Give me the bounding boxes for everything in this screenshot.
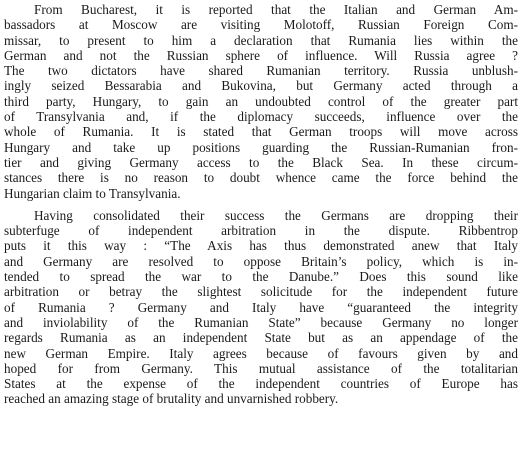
text-line: subterfuge of independent arbitration in the dispute. Ribbentrop (4, 223, 518, 239)
text-line: and inviolability of the Rumanian State” because Germany no longer (4, 314, 518, 330)
paragraph-2 (4, 208, 518, 407)
text-line: Hungary and take up positions guarding the Russian-Rumanian fron- (4, 139, 518, 155)
text-line: Having consolidated their success the Germans are dropping their (34, 207, 518, 223)
text-line: regards Rumania as an independent State but as an appendage of the (4, 330, 518, 346)
text-line: tier and giving Germany access to the Black Sea. In these circum- (4, 154, 518, 170)
text-line: hoped for from Germany. This mutual assistance of the totalitarian (4, 360, 518, 376)
text-line: Hungarian claim to Transylvania. (4, 185, 181, 201)
text-line: From Bucharest, it is reported that the Italian and German Am- (34, 2, 518, 17)
text-line: third party, Hungary, to gain an undoubted control of the greater part (4, 93, 518, 109)
text-line: new German Empire. Italy agrees because of favours given by and (4, 345, 518, 361)
text-line: stances there is no reason to doubt whence came the force behind the (4, 170, 518, 186)
text-line: of Transylvania and, if the diplomacy succeeds, influence over the (4, 109, 518, 125)
text-line: whole of Rumania. It is stated that German troops will move across (4, 124, 518, 140)
text-line: of Rumania ? Germany and Italy have “guaranteed the integrity (4, 299, 518, 315)
text-line: puts it this way : “The Axis has thus demonstrated anew that Italy (4, 238, 518, 254)
text-line: reached an amazing stage of brutality and unvarnished robbery. (4, 391, 339, 407)
text-line: tended to spread the war to the Danube.” Does this sound like (4, 269, 518, 285)
paragraph-1 (4, 2, 518, 201)
text-line: bassadors at Moscow are visiting Molotoff, Russian Foreign Com- (4, 17, 518, 33)
text-line: The two dictators have shared Rumanian territory. Russia unblush- (4, 63, 518, 79)
text-line: missar, to present to him a declaration that Rumania lies within the (4, 32, 518, 48)
text-line: arbitration or betray the slightest solicitude for the independent future (4, 284, 518, 300)
text-line: ingly seized Bessarabia and Bukovina, but Germany acted through a (4, 78, 518, 94)
text-line: German and not the Russian sphere of influence. Will Russia agree ? (4, 47, 518, 63)
text-line: and Germany are resolved to oppose Britain’s policy, which is in- (4, 253, 518, 269)
text-line: States at the expense of the independent countries of Europe has (4, 376, 518, 392)
